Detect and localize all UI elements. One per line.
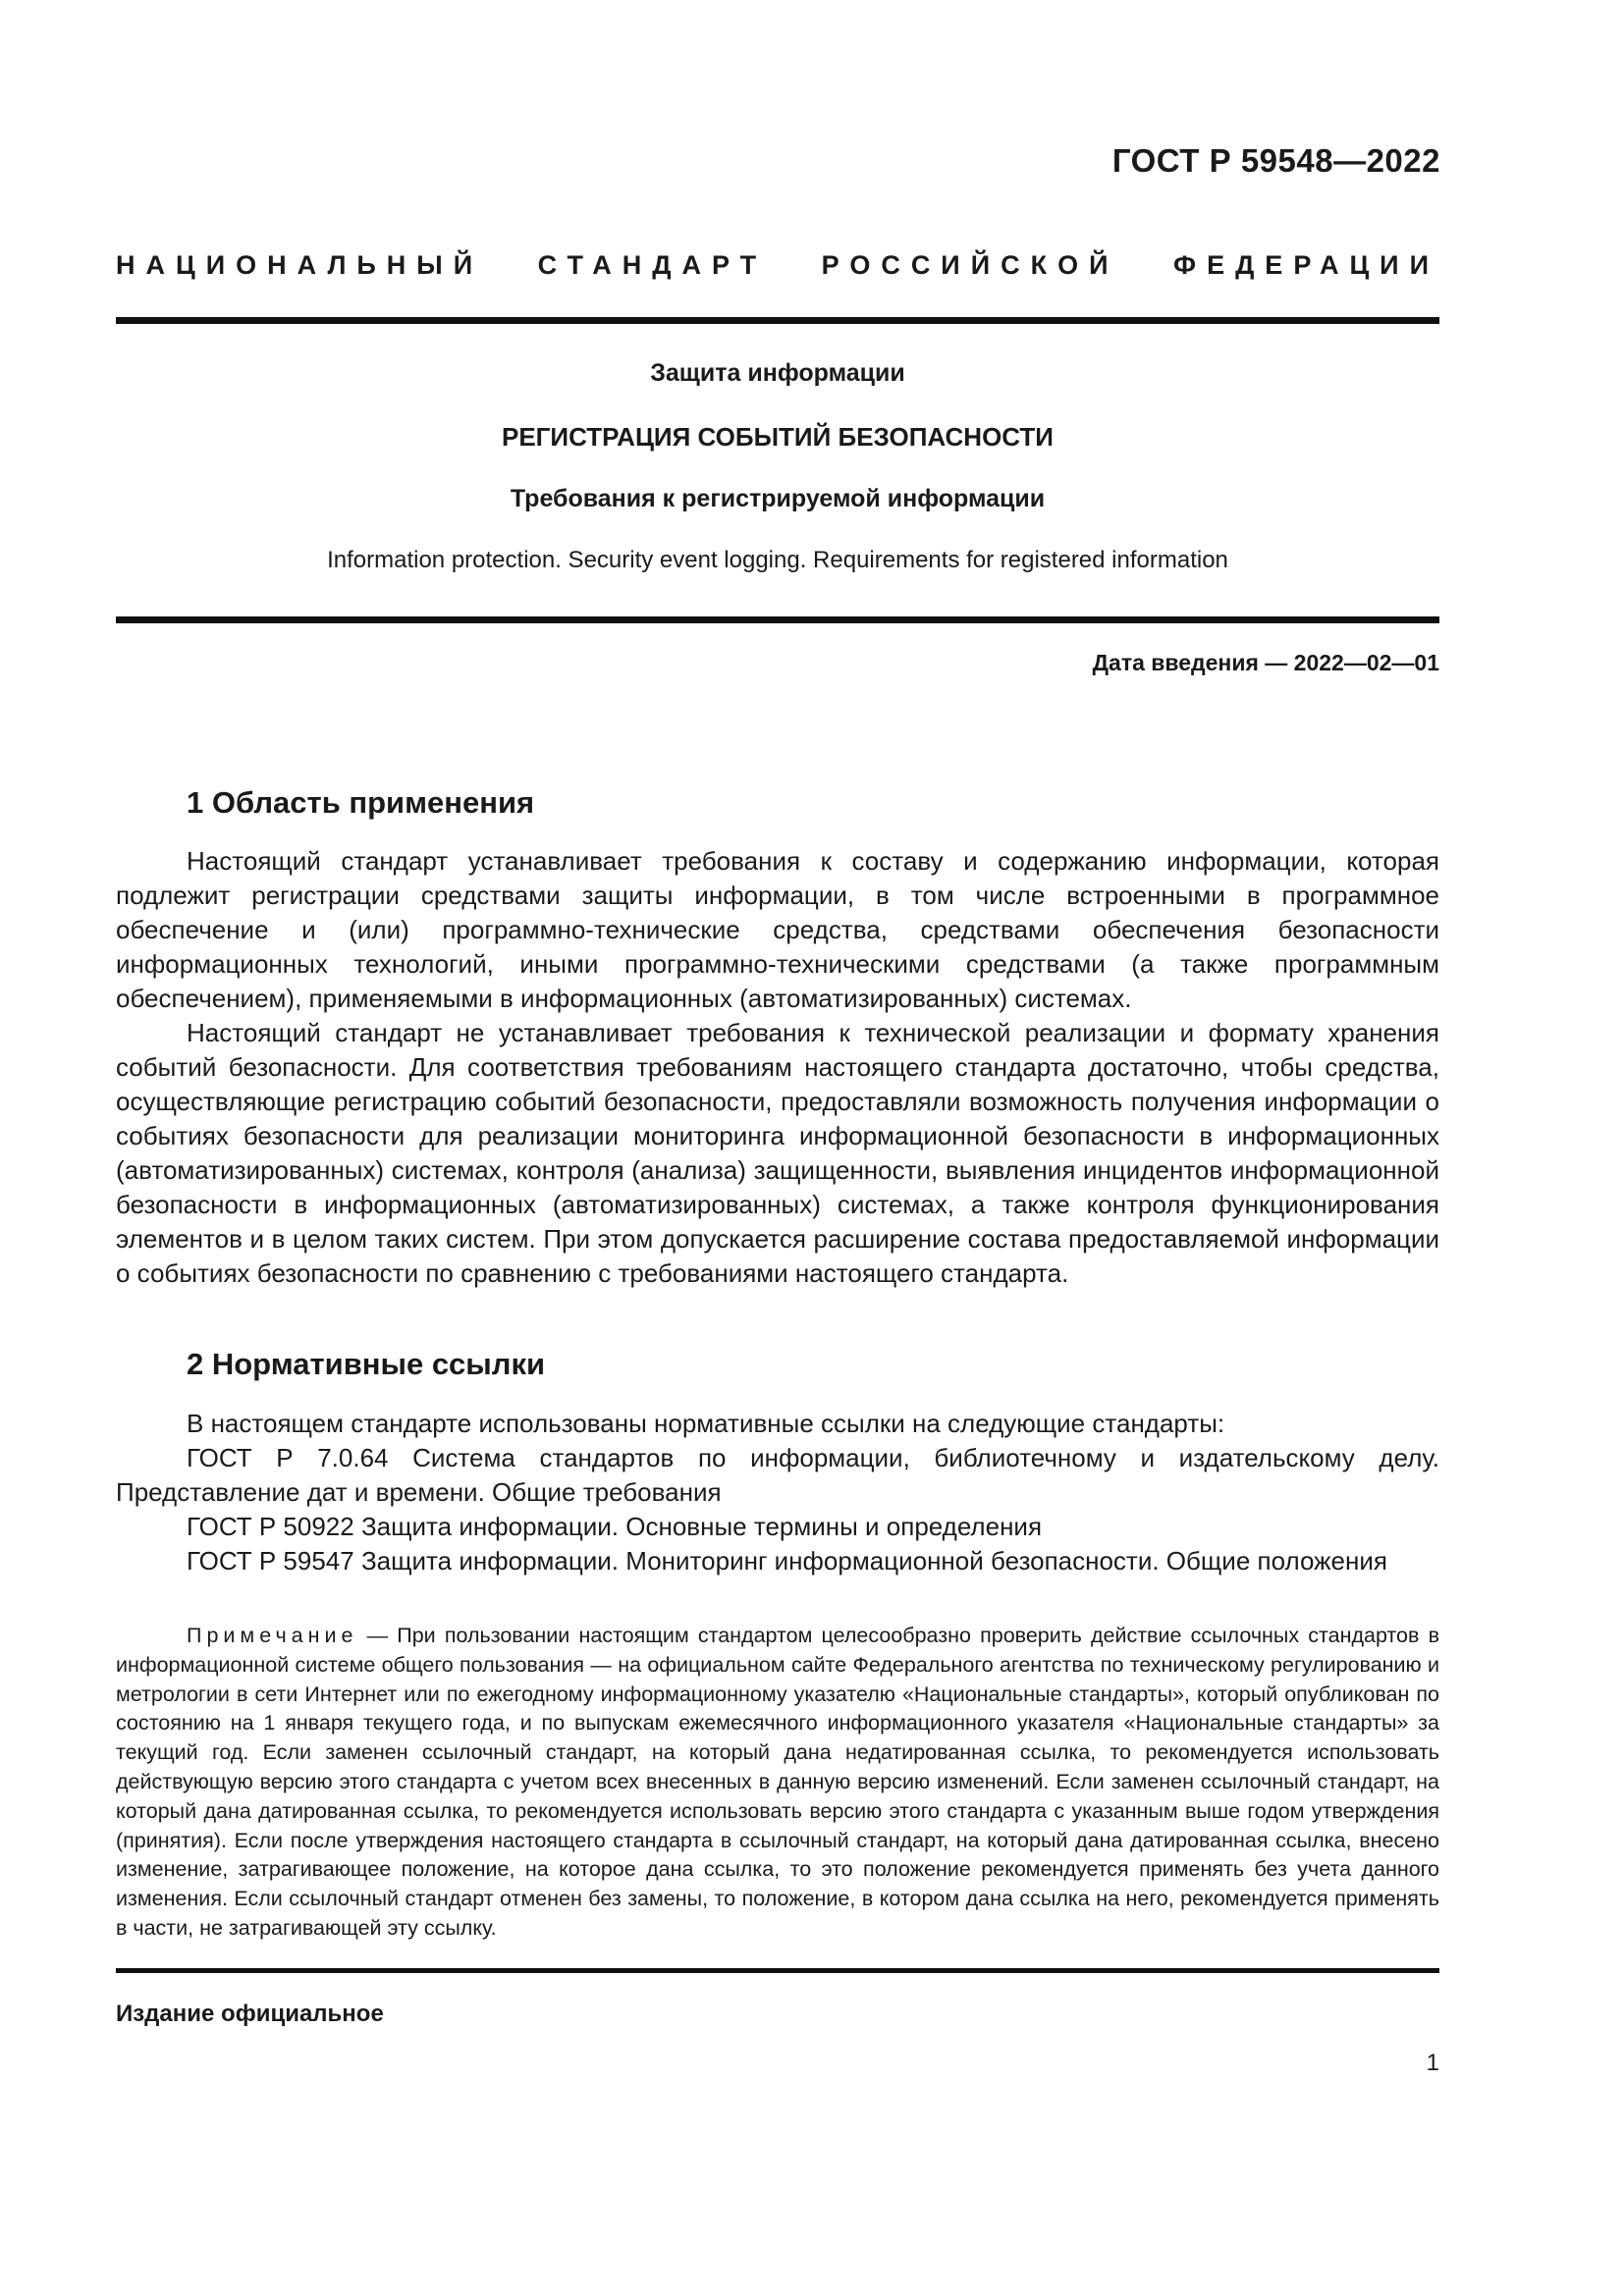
title-sub: Требования к регистрируемой информации bbox=[510, 485, 1046, 512]
introduction-date: Дата введения — 2022—02—01 bbox=[1092, 650, 1439, 675]
section-1-body bbox=[116, 844, 1439, 1291]
paragraph: Настоящий стандарт устанавливает требования к составу и содержанию информации, которая подлежит регистрации средствами защиты информации, в том числе встроенными в программное обеспечение и (или) программно-технические средства, средствами обеспечения безопасности информационных технологий, иными программно-техническими средствами (а также программным обеспечением), применяемыми в информационных (автоматизированных) системах. bbox=[116, 846, 1439, 1013]
edition-label: Издание официальное bbox=[116, 2001, 384, 2027]
section-2-body bbox=[116, 1407, 1439, 1578]
note-block bbox=[116, 1622, 1439, 1944]
note-paragraph bbox=[116, 1622, 1439, 1944]
national-standard-label: НАЦИОНАЛЬНЫЙ СТАНДАРТ РОССИЙСКОЙ ФЕДЕРАЦИИ bbox=[116, 250, 1439, 280]
document-id: ГОСТ Р 59548—2022 bbox=[1111, 142, 1440, 179]
reference-item: ГОСТ Р 59547 Защита информации. Мониторинг информационной безопасности. Общие положения bbox=[187, 1546, 1387, 1575]
section-1-heading: 1 Область применения bbox=[187, 785, 535, 820]
title-top: Защита информации bbox=[650, 359, 905, 387]
section-2-heading: 2 Нормативные ссылки bbox=[187, 1347, 546, 1381]
page-number: 1 bbox=[1426, 2050, 1439, 2076]
note-text: — При пользовании настоящим стандартом целесообразно проверить действие ссылочных стандартов в информационной системе общего пользования — на официальном сайте Федерального агентства по техническому регулированию и метрологии в сети Интернет или по ежегодному информационному указателю «Национальные стандарты», который опубликован по состоянию на 1 января текущего года, и по выпускам ежемесячного информационного указателя «Национальные стандарты» за текущий год. Если заменен ссылочный стандарт, на который дана недатированная ссылка, то рекомендуется использовать действующую версию этого стандарта с учетом всех внесенных в данную версию изменений. Если заменен ссылочный стандарт, на который дана датированная ссылка, то рекомендуется использовать версию этого стандарта с указанным выше годом утверждения (принятия). Если после утверждения настоящего стандарта в ссылочный стандарт, на который дана датированная ссылка, внесено изменение, затрагивающее положение, на которое дана ссылка, то это положение рекомендуется применять без учета данного изменения. Если ссылочный стандарт отменен без замены, то положение, в котором дана ссылка на него, рекомендуется применять в части, не затрагивающей эту ссылку. bbox=[116, 1624, 1439, 1940]
note-label: Примечание bbox=[187, 1624, 358, 1647]
reference-item: ГОСТ Р 7.0.64 Система стандартов по информации, библиотечному и издательскому делу. Представление дат и времени. Общие требования bbox=[116, 1443, 1439, 1507]
title-main: РЕГИСТРАЦИЯ СОБЫТИЙ БЕЗОПАСНОСТИ bbox=[501, 422, 1054, 452]
title-rule bbox=[116, 616, 1439, 623]
top-rule bbox=[116, 317, 1439, 324]
title-english: Information protection. Security event logging. Requirements for registered information bbox=[327, 547, 1228, 573]
reference-item: ГОСТ Р 50922 Защита информации. Основные термины и определения bbox=[187, 1512, 1043, 1541]
footer-rule bbox=[116, 1968, 1439, 1973]
paragraph: Настоящий стандарт не устанавливает требования к технической реализации и формату хранения событий безопасности. Для соответствия требованиям настоящего стандарта достаточно, чтобы средства, осуществляющие регистрацию событий безопасности, предоставляли возможность получения информации о событиях безопасности для реализации мониторинга информационной безопасности в информационных (автоматизированных) системах, контроля (анализа) защищенности, выявления инцидентов информационной безопасности в информационных (автоматизированных) системах, а также контроля функционирования элементов и в целом таких систем. При этом допускается расширение состава предоставляемой информации о событиях безопасности по сравнению с требованиями настоящего стандарта. bbox=[116, 1018, 1439, 1288]
paragraph: В настоящем стандарте использованы нормативные ссылки на следующие стандарты: bbox=[187, 1409, 1225, 1438]
